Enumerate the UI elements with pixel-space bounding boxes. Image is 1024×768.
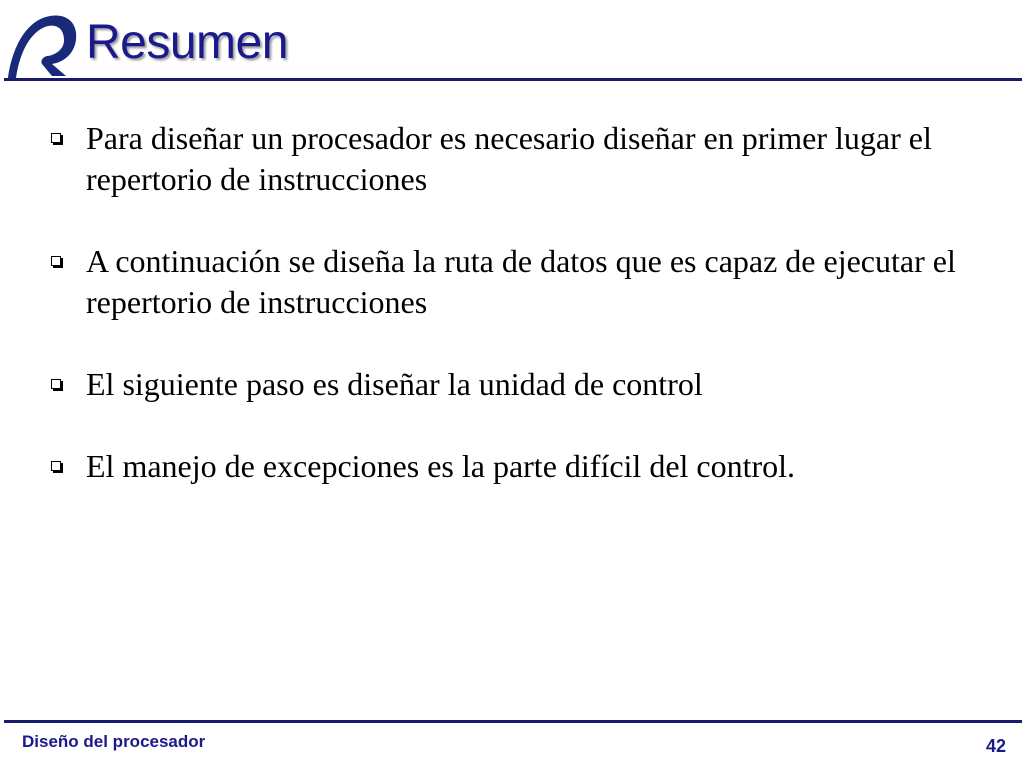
bullet-item [48, 364, 988, 405]
checkbox-bullet-icon [51, 133, 61, 143]
page-number: 42 [985, 736, 1006, 756]
bullet-item [48, 118, 988, 200]
checkbox-bullet-icon [51, 256, 61, 266]
bullet-text: El siguiente paso es diseñar la unidad de control [86, 366, 703, 402]
footer-divider [4, 720, 1022, 723]
bullet-text: El manejo de excepciones es la parte difícil del control. [86, 448, 796, 484]
slide-title: Resumen [86, 16, 288, 69]
bullet-text: Para diseñar un procesador es necesario diseñar en primer lugar el repertorio de instrucciones [86, 120, 932, 197]
checkbox-bullet-icon [51, 379, 61, 389]
footer-course-title: Diseño del procesador [22, 732, 206, 751]
bullet-item [48, 446, 988, 487]
bullet-text: A continuación se diseña la ruta de datos que es capaz de ejecutar el repertorio de instrucciones [86, 243, 956, 320]
header-divider [4, 78, 1022, 81]
checkbox-bullet-icon [51, 461, 61, 471]
bullet-list [48, 118, 988, 528]
university-logo-icon [4, 10, 80, 82]
bullet-item [48, 241, 988, 323]
